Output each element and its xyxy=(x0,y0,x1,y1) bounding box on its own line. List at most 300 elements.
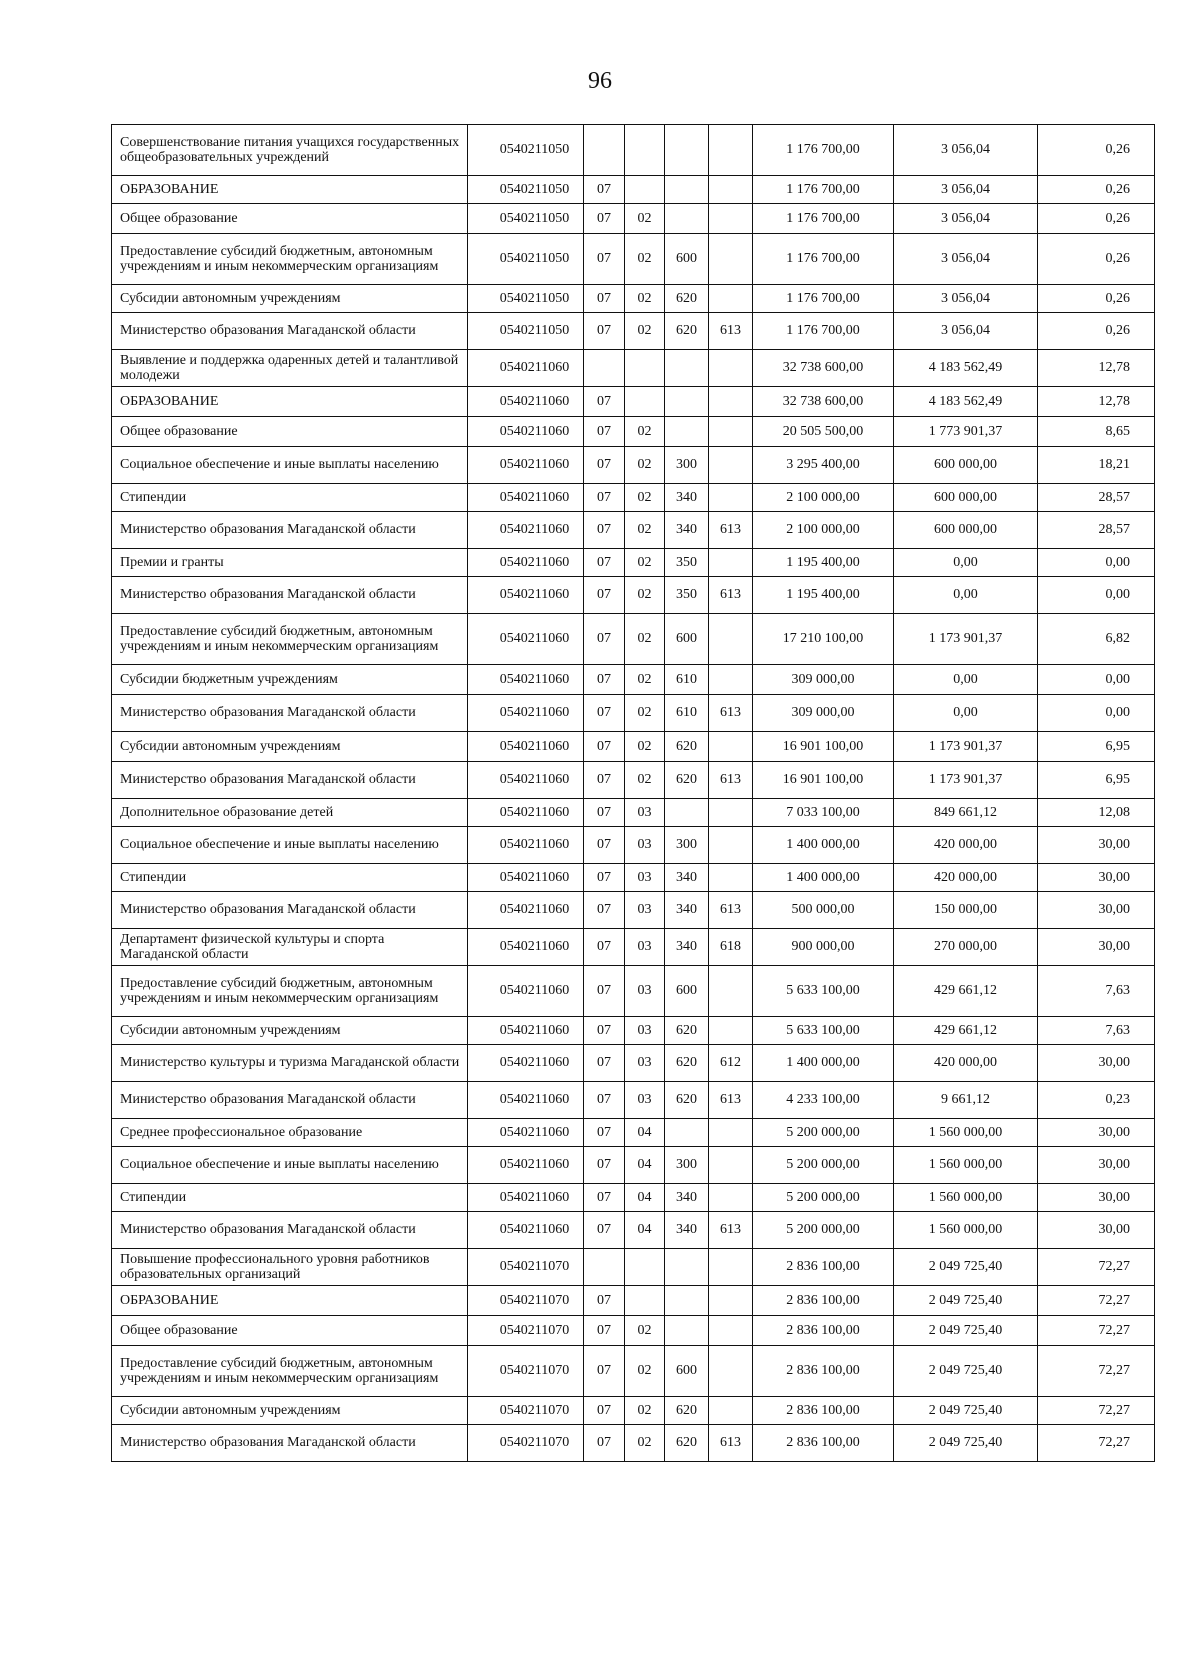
section-code-cell: 07 xyxy=(584,1017,625,1045)
section-code-cell: 07 xyxy=(584,484,625,512)
subsection-code-cell: 04 xyxy=(625,1184,665,1212)
section-code-cell xyxy=(584,1249,625,1286)
executed-amount-cell: 1 173 901,37 xyxy=(894,732,1038,762)
executed-amount-cell: 429 661,12 xyxy=(894,966,1038,1017)
target-article-code-cell: 0540211060 xyxy=(468,892,584,929)
expense-type-code-cell: 620 xyxy=(665,732,709,762)
executed-amount-cell: 4 183 562,49 xyxy=(894,350,1038,387)
execution-percent-cell: 0,26 xyxy=(1038,285,1155,313)
section-code-cell: 07 xyxy=(584,1425,625,1462)
table-row xyxy=(112,827,1155,864)
section-code-cell: 07 xyxy=(584,204,625,234)
plan-amount-cell: 1 176 700,00 xyxy=(753,204,894,234)
subsection-code-cell xyxy=(625,387,665,417)
target-article-code-cell: 0540211070 xyxy=(468,1397,584,1425)
expense-type-code-cell: 620 xyxy=(665,1045,709,1082)
execution-percent-cell: 0,23 xyxy=(1038,1082,1155,1119)
executed-amount-cell: 3 056,04 xyxy=(894,125,1038,176)
row-name-cell: Дополнительное образование детей xyxy=(112,799,468,827)
target-article-code-cell: 0540211060 xyxy=(468,549,584,577)
subsection-code-cell: 02 xyxy=(625,447,665,484)
section-code-cell: 07 xyxy=(584,827,625,864)
row-name-cell: Министерство образования Магаданской области xyxy=(112,313,468,350)
administrator-code-cell xyxy=(709,447,753,484)
administrator-code-cell xyxy=(709,1286,753,1316)
plan-amount-cell: 32 738 600,00 xyxy=(753,387,894,417)
administrator-code-cell xyxy=(709,1017,753,1045)
section-code-cell: 07 xyxy=(584,313,625,350)
administrator-code-cell: 613 xyxy=(709,1212,753,1249)
administrator-code-cell xyxy=(709,1346,753,1397)
administrator-code-cell: 612 xyxy=(709,1045,753,1082)
expense-type-code-cell: 600 xyxy=(665,614,709,665)
administrator-code-cell: 613 xyxy=(709,762,753,799)
execution-percent-cell: 72,27 xyxy=(1038,1316,1155,1346)
execution-percent-cell: 30,00 xyxy=(1038,1147,1155,1184)
section-code-cell: 07 xyxy=(584,512,625,549)
administrator-code-cell xyxy=(709,417,753,447)
administrator-code-cell xyxy=(709,387,753,417)
subsection-code-cell: 03 xyxy=(625,799,665,827)
section-code-cell: 07 xyxy=(584,614,625,665)
row-name-cell: Общее образование xyxy=(112,1316,468,1346)
execution-percent-cell: 6,95 xyxy=(1038,732,1155,762)
plan-amount-cell: 1 176 700,00 xyxy=(753,125,894,176)
execution-percent-cell: 7,63 xyxy=(1038,1017,1155,1045)
plan-amount-cell: 5 200 000,00 xyxy=(753,1147,894,1184)
execution-percent-cell: 30,00 xyxy=(1038,929,1155,966)
expense-type-code-cell: 620 xyxy=(665,313,709,350)
row-name-cell: Общее образование xyxy=(112,204,468,234)
executed-amount-cell: 9 661,12 xyxy=(894,1082,1038,1119)
subsection-code-cell: 02 xyxy=(625,417,665,447)
execution-percent-cell: 0,26 xyxy=(1038,125,1155,176)
expense-type-code-cell xyxy=(665,417,709,447)
budget-execution-table xyxy=(111,124,1155,1462)
expense-type-code-cell: 620 xyxy=(665,1082,709,1119)
table-row xyxy=(112,732,1155,762)
administrator-code-cell: 613 xyxy=(709,512,753,549)
plan-amount-cell: 2 836 100,00 xyxy=(753,1249,894,1286)
executed-amount-cell: 0,00 xyxy=(894,695,1038,732)
plan-amount-cell: 2 100 000,00 xyxy=(753,484,894,512)
section-code-cell: 07 xyxy=(584,864,625,892)
section-code-cell: 07 xyxy=(584,417,625,447)
table-row xyxy=(112,1212,1155,1249)
plan-amount-cell: 1 176 700,00 xyxy=(753,285,894,313)
administrator-code-cell xyxy=(709,484,753,512)
target-article-code-cell: 0540211050 xyxy=(468,204,584,234)
target-article-code-cell: 0540211070 xyxy=(468,1316,584,1346)
section-code-cell: 07 xyxy=(584,695,625,732)
executed-amount-cell: 2 049 725,40 xyxy=(894,1316,1038,1346)
table-row xyxy=(112,1184,1155,1212)
execution-percent-cell: 12,08 xyxy=(1038,799,1155,827)
target-article-code-cell: 0540211060 xyxy=(468,827,584,864)
table-row xyxy=(112,125,1155,176)
section-code-cell: 07 xyxy=(584,285,625,313)
target-article-code-cell: 0540211070 xyxy=(468,1286,584,1316)
target-article-code-cell: 0540211060 xyxy=(468,864,584,892)
table-row xyxy=(112,234,1155,285)
plan-amount-cell: 4 233 100,00 xyxy=(753,1082,894,1119)
execution-percent-cell: 30,00 xyxy=(1038,1212,1155,1249)
row-name-cell: Субсидии автономным учреждениям xyxy=(112,285,468,313)
subsection-code-cell: 03 xyxy=(625,966,665,1017)
subsection-code-cell xyxy=(625,176,665,204)
executed-amount-cell: 3 056,04 xyxy=(894,313,1038,350)
target-article-code-cell: 0540211060 xyxy=(468,614,584,665)
executed-amount-cell: 420 000,00 xyxy=(894,1045,1038,1082)
execution-percent-cell: 0,00 xyxy=(1038,577,1155,614)
plan-amount-cell: 2 100 000,00 xyxy=(753,512,894,549)
table-row xyxy=(112,549,1155,577)
table-row xyxy=(112,614,1155,665)
target-article-code-cell: 0540211070 xyxy=(468,1249,584,1286)
table-row xyxy=(112,577,1155,614)
subsection-code-cell: 02 xyxy=(625,1425,665,1462)
subsection-code-cell: 03 xyxy=(625,892,665,929)
table-row xyxy=(112,695,1155,732)
executed-amount-cell: 2 049 725,40 xyxy=(894,1346,1038,1397)
table-row xyxy=(112,204,1155,234)
subsection-code-cell: 04 xyxy=(625,1212,665,1249)
table-row xyxy=(112,285,1155,313)
target-article-code-cell: 0540211070 xyxy=(468,1425,584,1462)
plan-amount-cell: 17 210 100,00 xyxy=(753,614,894,665)
execution-percent-cell: 72,27 xyxy=(1038,1286,1155,1316)
administrator-code-cell: 613 xyxy=(709,695,753,732)
executed-amount-cell: 600 000,00 xyxy=(894,484,1038,512)
section-code-cell: 07 xyxy=(584,549,625,577)
target-article-code-cell: 0540211060 xyxy=(468,732,584,762)
plan-amount-cell: 7 033 100,00 xyxy=(753,799,894,827)
executed-amount-cell: 3 056,04 xyxy=(894,285,1038,313)
target-article-code-cell: 0540211060 xyxy=(468,695,584,732)
plan-amount-cell: 1 176 700,00 xyxy=(753,234,894,285)
execution-percent-cell: 0,26 xyxy=(1038,313,1155,350)
plan-amount-cell: 5 200 000,00 xyxy=(753,1184,894,1212)
target-article-code-cell: 0540211060 xyxy=(468,762,584,799)
table-row xyxy=(112,892,1155,929)
executed-amount-cell: 1 773 901,37 xyxy=(894,417,1038,447)
expense-type-code-cell xyxy=(665,176,709,204)
subsection-code-cell: 02 xyxy=(625,204,665,234)
expense-type-code-cell: 620 xyxy=(665,1017,709,1045)
plan-amount-cell: 900 000,00 xyxy=(753,929,894,966)
plan-amount-cell: 1 176 700,00 xyxy=(753,176,894,204)
table-row xyxy=(112,350,1155,387)
subsection-code-cell: 03 xyxy=(625,1045,665,1082)
table-row xyxy=(112,387,1155,417)
expense-type-code-cell: 600 xyxy=(665,234,709,285)
expense-type-code-cell: 350 xyxy=(665,577,709,614)
execution-percent-cell: 30,00 xyxy=(1038,1119,1155,1147)
table-row xyxy=(112,1425,1155,1462)
administrator-code-cell xyxy=(709,1119,753,1147)
executed-amount-cell: 0,00 xyxy=(894,549,1038,577)
execution-percent-cell: 30,00 xyxy=(1038,864,1155,892)
plan-amount-cell: 500 000,00 xyxy=(753,892,894,929)
subsection-code-cell: 04 xyxy=(625,1147,665,1184)
administrator-code-cell: 618 xyxy=(709,929,753,966)
target-article-code-cell: 0540211060 xyxy=(468,929,584,966)
expense-type-code-cell: 340 xyxy=(665,929,709,966)
administrator-code-cell: 613 xyxy=(709,892,753,929)
administrator-code-cell xyxy=(709,234,753,285)
executed-amount-cell: 1 560 000,00 xyxy=(894,1119,1038,1147)
section-code-cell: 07 xyxy=(584,1397,625,1425)
row-name-cell: Субсидии автономным учреждениям xyxy=(112,1017,468,1045)
plan-amount-cell: 1 400 000,00 xyxy=(753,1045,894,1082)
execution-percent-cell: 72,27 xyxy=(1038,1425,1155,1462)
expense-type-code-cell: 600 xyxy=(665,1346,709,1397)
target-article-code-cell: 0540211060 xyxy=(468,1045,584,1082)
section-code-cell: 07 xyxy=(584,929,625,966)
subsection-code-cell: 02 xyxy=(625,577,665,614)
row-name-cell: Субсидии бюджетным учреждениям xyxy=(112,665,468,695)
execution-percent-cell: 12,78 xyxy=(1038,387,1155,417)
executed-amount-cell: 1 173 901,37 xyxy=(894,614,1038,665)
plan-amount-cell: 2 836 100,00 xyxy=(753,1397,894,1425)
subsection-code-cell xyxy=(625,125,665,176)
execution-percent-cell: 30,00 xyxy=(1038,892,1155,929)
row-name-cell: Выявление и поддержка одаренных детей и талантливой молодежи xyxy=(112,350,468,387)
row-name-cell: Стипендии xyxy=(112,1184,468,1212)
table-row xyxy=(112,864,1155,892)
administrator-code-cell xyxy=(709,1184,753,1212)
expense-type-code-cell: 300 xyxy=(665,1147,709,1184)
execution-percent-cell: 6,82 xyxy=(1038,614,1155,665)
plan-amount-cell: 1 195 400,00 xyxy=(753,577,894,614)
expense-type-code-cell xyxy=(665,799,709,827)
section-code-cell: 07 xyxy=(584,665,625,695)
target-article-code-cell: 0540211050 xyxy=(468,234,584,285)
target-article-code-cell: 0540211060 xyxy=(468,1184,584,1212)
execution-percent-cell: 0,26 xyxy=(1038,234,1155,285)
section-code-cell: 07 xyxy=(584,234,625,285)
expense-type-code-cell: 620 xyxy=(665,285,709,313)
target-article-code-cell: 0540211060 xyxy=(468,447,584,484)
subsection-code-cell: 02 xyxy=(625,762,665,799)
expense-type-code-cell: 620 xyxy=(665,1425,709,1462)
execution-percent-cell: 18,21 xyxy=(1038,447,1155,484)
table-row xyxy=(112,1346,1155,1397)
section-code-cell: 07 xyxy=(584,762,625,799)
expense-type-code-cell xyxy=(665,125,709,176)
table-row xyxy=(112,1045,1155,1082)
row-name-cell: Премии и гранты xyxy=(112,549,468,577)
plan-amount-cell: 16 901 100,00 xyxy=(753,762,894,799)
target-article-code-cell: 0540211050 xyxy=(468,285,584,313)
executed-amount-cell: 2 049 725,40 xyxy=(894,1397,1038,1425)
section-code-cell: 07 xyxy=(584,799,625,827)
table-row xyxy=(112,313,1155,350)
target-article-code-cell: 0540211060 xyxy=(468,665,584,695)
plan-amount-cell: 2 836 100,00 xyxy=(753,1286,894,1316)
target-article-code-cell: 0540211050 xyxy=(468,176,584,204)
table-row xyxy=(112,799,1155,827)
executed-amount-cell: 420 000,00 xyxy=(894,827,1038,864)
section-code-cell: 07 xyxy=(584,387,625,417)
plan-amount-cell: 1 400 000,00 xyxy=(753,864,894,892)
administrator-code-cell xyxy=(709,827,753,864)
section-code-cell: 07 xyxy=(584,1316,625,1346)
table-row xyxy=(112,1082,1155,1119)
row-name-cell: ОБРАЗОВАНИЕ xyxy=(112,176,468,204)
executed-amount-cell: 150 000,00 xyxy=(894,892,1038,929)
subsection-code-cell: 02 xyxy=(625,512,665,549)
executed-amount-cell: 600 000,00 xyxy=(894,512,1038,549)
subsection-code-cell: 03 xyxy=(625,864,665,892)
table-row xyxy=(112,484,1155,512)
administrator-code-cell xyxy=(709,732,753,762)
execution-percent-cell: 6,95 xyxy=(1038,762,1155,799)
target-article-code-cell: 0540211060 xyxy=(468,966,584,1017)
target-article-code-cell: 0540211060 xyxy=(468,577,584,614)
target-article-code-cell: 0540211070 xyxy=(468,1346,584,1397)
plan-amount-cell: 16 901 100,00 xyxy=(753,732,894,762)
plan-amount-cell: 5 200 000,00 xyxy=(753,1119,894,1147)
section-code-cell: 07 xyxy=(584,1212,625,1249)
executed-amount-cell: 2 049 725,40 xyxy=(894,1425,1038,1462)
executed-amount-cell: 600 000,00 xyxy=(894,447,1038,484)
administrator-code-cell: 613 xyxy=(709,577,753,614)
section-code-cell: 07 xyxy=(584,1045,625,1082)
expense-type-code-cell xyxy=(665,1119,709,1147)
table-row xyxy=(112,417,1155,447)
row-name-cell: Министерство образования Магаданской области xyxy=(112,1425,468,1462)
subsection-code-cell: 02 xyxy=(625,695,665,732)
subsection-code-cell: 02 xyxy=(625,234,665,285)
table-row xyxy=(112,665,1155,695)
plan-amount-cell: 309 000,00 xyxy=(753,695,894,732)
plan-amount-cell: 2 836 100,00 xyxy=(753,1346,894,1397)
expense-type-code-cell: 610 xyxy=(665,665,709,695)
row-name-cell: Предоставление субсидий бюджетным, автономным учреждениям и иным некоммерческим организациям xyxy=(112,1346,468,1397)
executed-amount-cell: 429 661,12 xyxy=(894,1017,1038,1045)
expense-type-code-cell xyxy=(665,204,709,234)
expense-type-code-cell xyxy=(665,1249,709,1286)
row-name-cell: Субсидии автономным учреждениям xyxy=(112,1397,468,1425)
section-code-cell xyxy=(584,350,625,387)
execution-percent-cell: 72,27 xyxy=(1038,1249,1155,1286)
executed-amount-cell: 1 560 000,00 xyxy=(894,1184,1038,1212)
expense-type-code-cell: 340 xyxy=(665,1212,709,1249)
table-row xyxy=(112,176,1155,204)
table-row xyxy=(112,1017,1155,1045)
execution-percent-cell: 30,00 xyxy=(1038,1045,1155,1082)
plan-amount-cell: 1 176 700,00 xyxy=(753,313,894,350)
executed-amount-cell: 3 056,04 xyxy=(894,204,1038,234)
row-name-cell: Социальное обеспечение и иные выплаты населению xyxy=(112,827,468,864)
expense-type-code-cell xyxy=(665,1286,709,1316)
subsection-code-cell: 02 xyxy=(625,1316,665,1346)
target-article-code-cell: 0540211060 xyxy=(468,1017,584,1045)
expense-type-code-cell: 300 xyxy=(665,827,709,864)
administrator-code-cell xyxy=(709,549,753,577)
subsection-code-cell: 03 xyxy=(625,1082,665,1119)
table-row xyxy=(112,1119,1155,1147)
row-name-cell: Министерство образования Магаданской области xyxy=(112,892,468,929)
row-name-cell: Министерство образования Магаданской области xyxy=(112,762,468,799)
administrator-code-cell xyxy=(709,665,753,695)
administrator-code-cell xyxy=(709,1316,753,1346)
plan-amount-cell: 2 836 100,00 xyxy=(753,1316,894,1346)
administrator-code-cell xyxy=(709,125,753,176)
execution-percent-cell: 12,78 xyxy=(1038,350,1155,387)
expense-type-code-cell: 340 xyxy=(665,484,709,512)
target-article-code-cell: 0540211060 xyxy=(468,387,584,417)
execution-percent-cell: 72,27 xyxy=(1038,1397,1155,1425)
plan-amount-cell: 309 000,00 xyxy=(753,665,894,695)
row-name-cell: Министерство образования Магаданской области xyxy=(112,512,468,549)
administrator-code-cell: 613 xyxy=(709,1425,753,1462)
section-code-cell: 07 xyxy=(584,577,625,614)
table-body xyxy=(112,125,1155,1462)
subsection-code-cell xyxy=(625,1249,665,1286)
row-name-cell: Предоставление субсидий бюджетным, автономным учреждениям и иным некоммерческим организациям xyxy=(112,614,468,665)
plan-amount-cell: 20 505 500,00 xyxy=(753,417,894,447)
administrator-code-cell xyxy=(709,799,753,827)
row-name-cell: Повышение профессионального уровня работников образовательных организаций xyxy=(112,1249,468,1286)
target-article-code-cell: 0540211060 xyxy=(468,799,584,827)
table-row xyxy=(112,966,1155,1017)
plan-amount-cell: 32 738 600,00 xyxy=(753,350,894,387)
administrator-code-cell xyxy=(709,864,753,892)
page-number: 96 xyxy=(588,68,612,94)
row-name-cell: Совершенствование питания учащихся государственных общеобразовательных учреждений xyxy=(112,125,468,176)
administrator-code-cell xyxy=(709,176,753,204)
section-code-cell: 07 xyxy=(584,1119,625,1147)
row-name-cell: Предоставление субсидий бюджетным, автономным учреждениям и иным некоммерческим организациям xyxy=(112,234,468,285)
row-name-cell: ОБРАЗОВАНИЕ xyxy=(112,387,468,417)
administrator-code-cell xyxy=(709,1147,753,1184)
table-row xyxy=(112,1286,1155,1316)
execution-percent-cell: 0,00 xyxy=(1038,695,1155,732)
executed-amount-cell: 1 560 000,00 xyxy=(894,1212,1038,1249)
execution-percent-cell: 7,63 xyxy=(1038,966,1155,1017)
plan-amount-cell: 1 195 400,00 xyxy=(753,549,894,577)
plan-amount-cell: 5 200 000,00 xyxy=(753,1212,894,1249)
subsection-code-cell: 03 xyxy=(625,929,665,966)
plan-amount-cell: 5 633 100,00 xyxy=(753,966,894,1017)
row-name-cell: Социальное обеспечение и иные выплаты населению xyxy=(112,1147,468,1184)
row-name-cell: Министерство образования Магаданской области xyxy=(112,1082,468,1119)
subsection-code-cell: 02 xyxy=(625,665,665,695)
row-name-cell: Социальное обеспечение и иные выплаты населению xyxy=(112,447,468,484)
plan-amount-cell: 1 400 000,00 xyxy=(753,827,894,864)
expense-type-code-cell: 340 xyxy=(665,864,709,892)
table-row xyxy=(112,1147,1155,1184)
subsection-code-cell: 02 xyxy=(625,1346,665,1397)
section-code-cell xyxy=(584,125,625,176)
expense-type-code-cell: 300 xyxy=(665,447,709,484)
row-name-cell: ОБРАЗОВАНИЕ xyxy=(112,1286,468,1316)
table-row xyxy=(112,1316,1155,1346)
target-article-code-cell: 0540211060 xyxy=(468,1147,584,1184)
subsection-code-cell: 02 xyxy=(625,313,665,350)
executed-amount-cell: 1 560 000,00 xyxy=(894,1147,1038,1184)
target-article-code-cell: 0540211060 xyxy=(468,1119,584,1147)
subsection-code-cell: 03 xyxy=(625,1017,665,1045)
plan-amount-cell: 3 295 400,00 xyxy=(753,447,894,484)
expense-type-code-cell: 620 xyxy=(665,762,709,799)
subsection-code-cell xyxy=(625,350,665,387)
execution-percent-cell: 0,26 xyxy=(1038,204,1155,234)
expense-type-code-cell xyxy=(665,350,709,387)
target-article-code-cell: 0540211060 xyxy=(468,350,584,387)
